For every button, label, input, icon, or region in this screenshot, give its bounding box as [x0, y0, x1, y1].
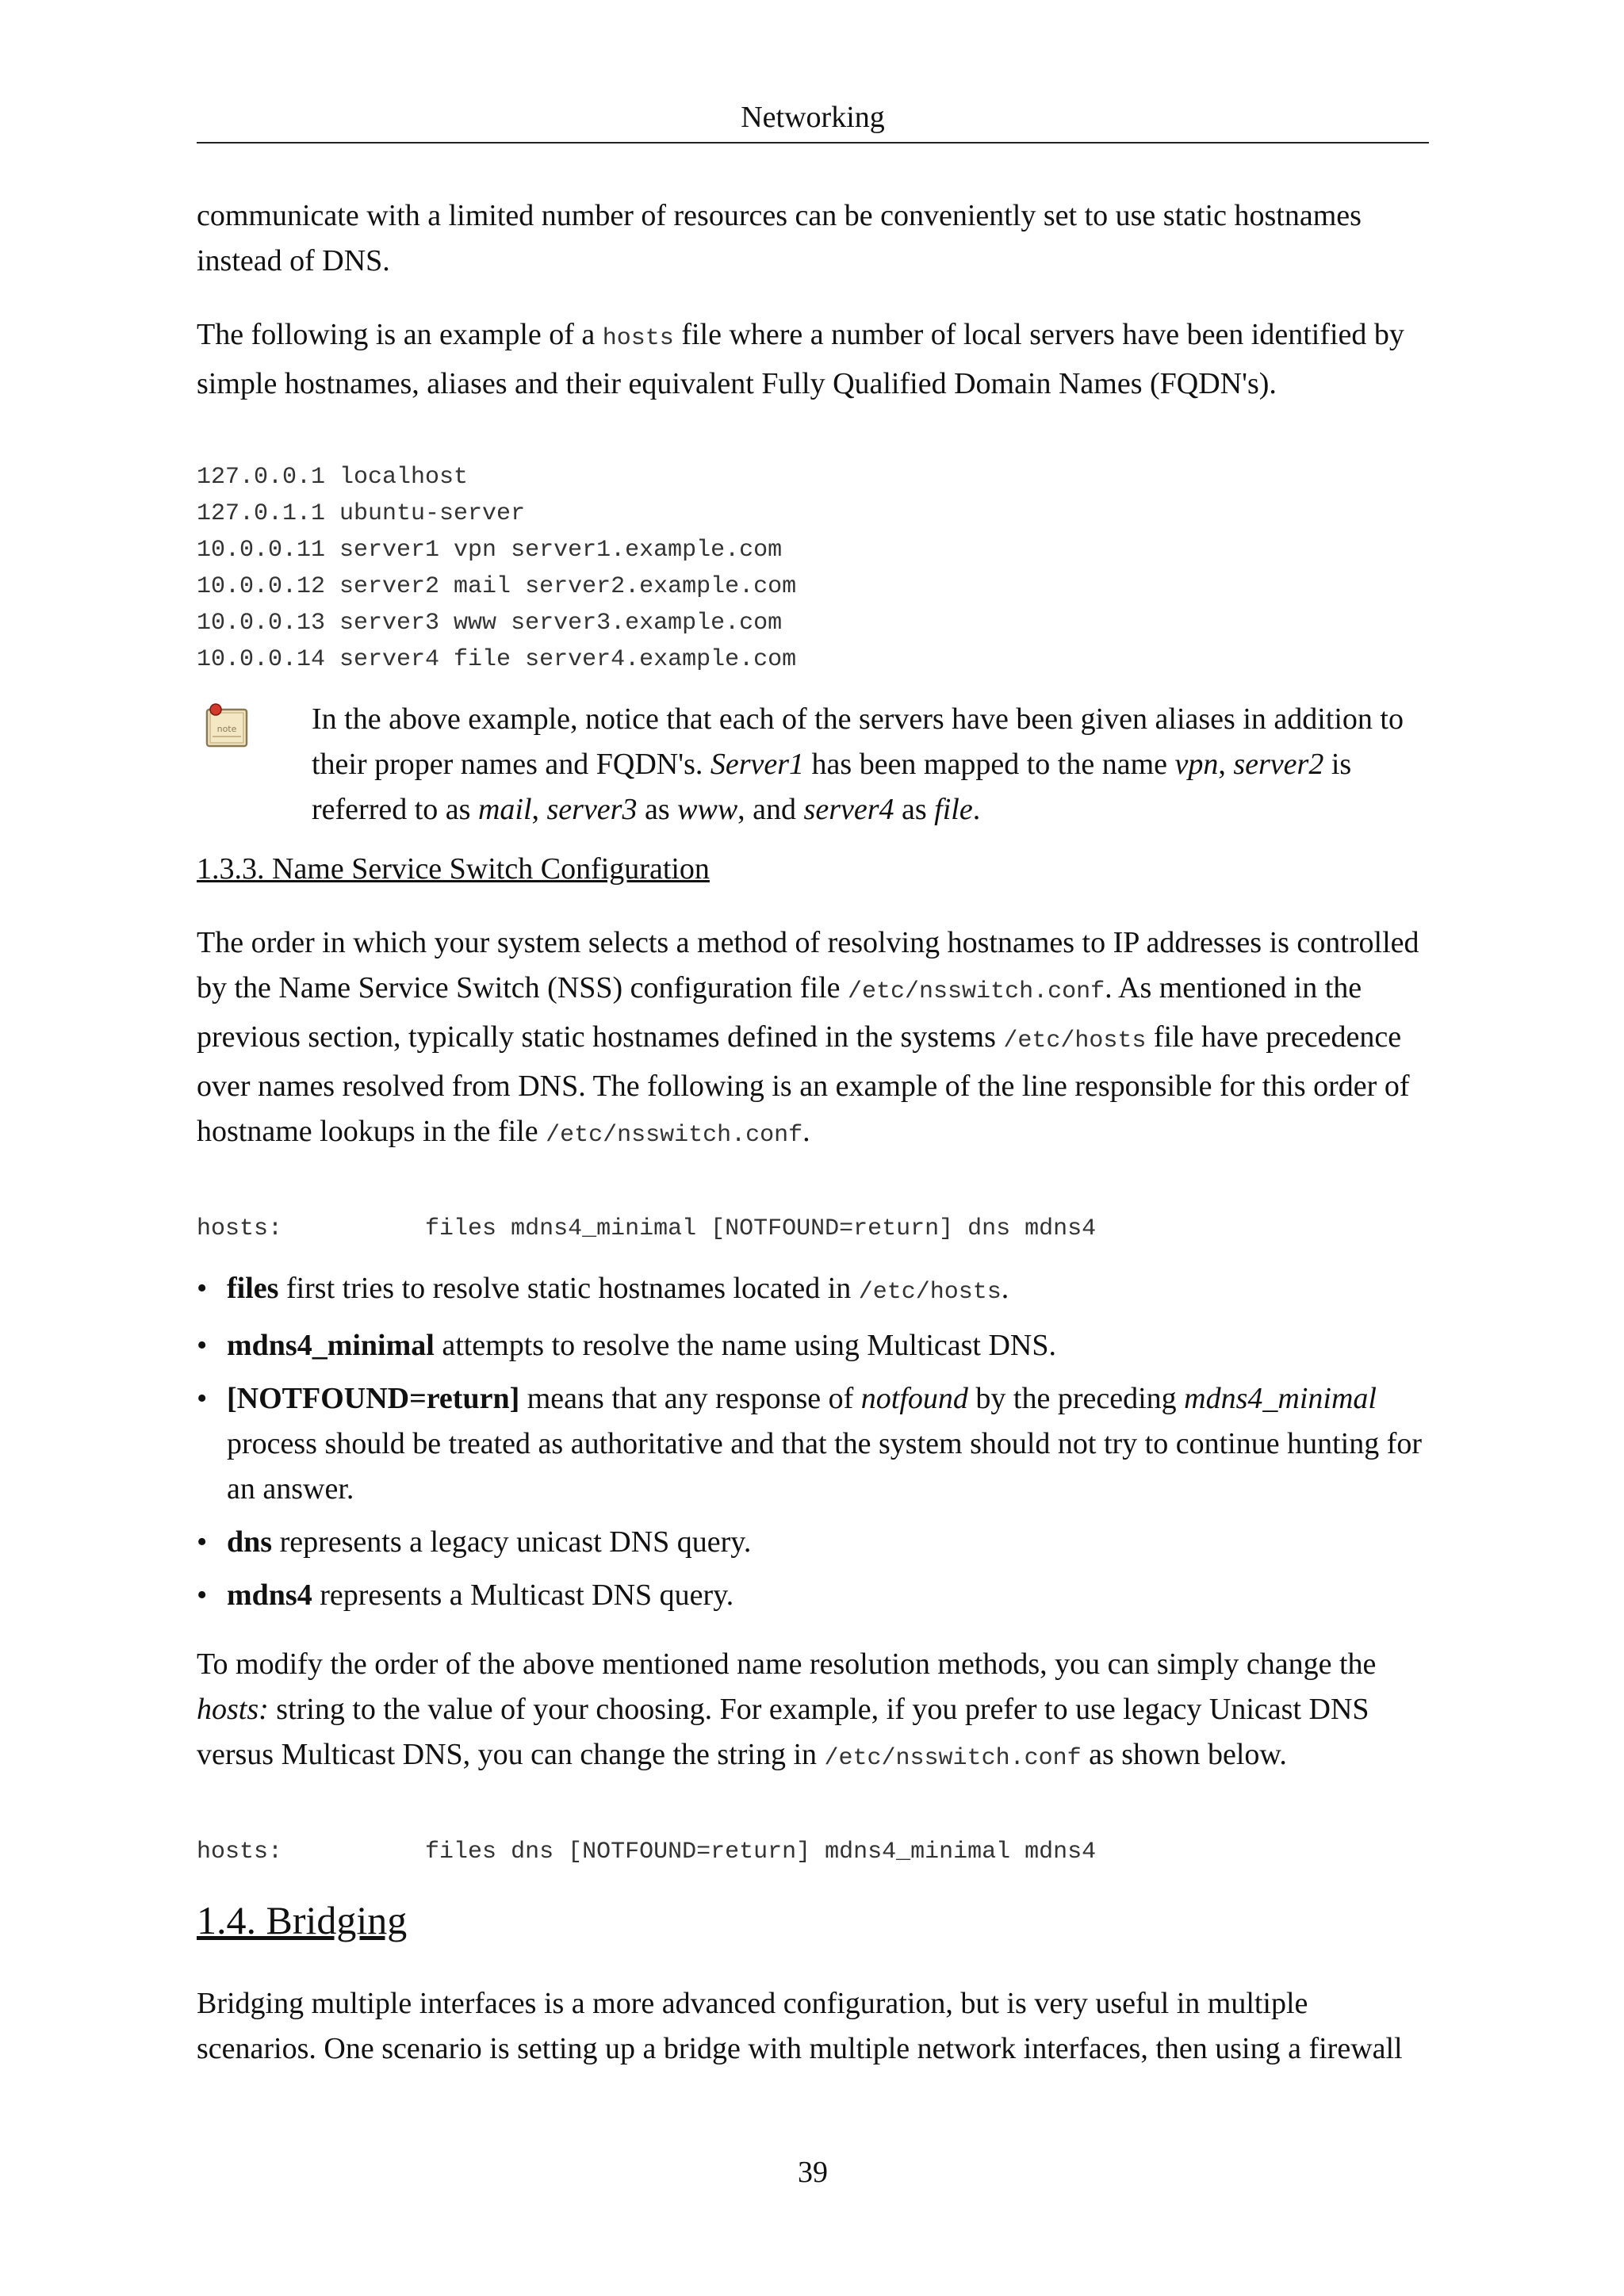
text-run: To modify the order of the above mentioned name resolution methods, you can simply change the: [197, 1647, 1377, 1681]
bridging-heading-link[interactable]: 1.4. Bridging: [197, 1898, 408, 1942]
text-run: The order in which your system selects a method of resolving hostnames to IP addresses is controlled by the Name Service Switch (NSS) configuration file: [197, 926, 1419, 1004]
hosts-code-block: [197, 459, 1429, 678]
inline-code: /etc/nsswitch.conf: [824, 1745, 1082, 1772]
emphasis: notfound: [860, 1382, 968, 1415]
nss-hosts-line: hosts: files mdns4_minimal [NOTFOUND=return] dns mdns4: [197, 1215, 1097, 1242]
modify-paragraph: [197, 1642, 1429, 1781]
emphasis: server4: [803, 793, 894, 826]
emphasis: server2: [1233, 748, 1324, 781]
text-run: .: [1001, 1272, 1009, 1305]
bullet-icon: •: [197, 1525, 208, 1559]
term: dns: [227, 1525, 273, 1559]
text-run: ,: [531, 793, 547, 826]
emphasis: mail: [477, 793, 532, 826]
bullet-icon: •: [197, 1382, 208, 1415]
list-item: [197, 1266, 1429, 1315]
text-run: , and: [737, 793, 804, 826]
text-run: . As mentioned in the previous section, typically static hostnames defined in the systems: [197, 971, 1362, 1054]
page-content: [197, 193, 1429, 2100]
bullet-icon: •: [197, 1578, 208, 1612]
term: mdns4_minimal: [227, 1329, 435, 1362]
text-run: represents a Multicast DNS query.: [312, 1578, 734, 1612]
nss-sources-list: [197, 1266, 1429, 1618]
text-run: file where a number of local servers have been identified by simple hostnames, aliases and their equivalent Fully Qualified Domain Names (FQDN's).: [197, 318, 1404, 400]
text-run: has been mapped to the name: [804, 748, 1175, 781]
text-run: first tries to resolve static hostnames located in: [278, 1272, 859, 1305]
bullet-icon: •: [197, 1272, 208, 1305]
nss-code-block-2: [197, 1834, 1429, 1870]
emphasis: server3: [546, 793, 638, 826]
header-rule: [197, 142, 1429, 144]
note-admonition: [197, 697, 1429, 832]
text-run: by the preceding: [967, 1382, 1185, 1415]
list-item: [197, 1520, 1429, 1565]
text-run: means that any response of: [519, 1382, 861, 1415]
list-item: [197, 1573, 1429, 1618]
hosts-paragraph: [197, 312, 1429, 407]
term: mdns4: [227, 1578, 312, 1612]
text-run: ,: [1218, 748, 1234, 781]
text-run: process should be treated as authoritative and that the system should not try to continue hunting for an answer.: [227, 1427, 1423, 1506]
bridging-paragraph: Bridging multiple interfaces is a more advanced configuration, but is very useful in multiple scenarios. One scenario is setting up a bridge with multiple network interfaces, then using a firewall: [197, 1987, 1403, 2065]
list-item: [197, 1376, 1429, 1512]
inline-code: /etc/nsswitch.conf: [848, 978, 1105, 1005]
term: [NOTFOUND=return]: [227, 1382, 520, 1415]
nss-subheading-link[interactable]: 1.3.3. Name Service Switch Configuration: [197, 852, 710, 886]
note-text: [312, 702, 1404, 826]
text-run: as shown below.: [1081, 1738, 1287, 1771]
text-run: The following is an example of a: [197, 318, 603, 351]
text-run: as: [894, 793, 935, 826]
text-run: .: [802, 1115, 810, 1148]
note-icon-label: note: [216, 724, 237, 734]
nss-hosts-line-modified: hosts: files dns [NOTFOUND=return] mdns4_minimal mdns4: [197, 1839, 1097, 1866]
text-run: file have precedence over names resolved from DNS. The following is an example of the line responsible for this order of hostname lookups in the file: [197, 1020, 1410, 1148]
text-run: represents a legacy unicast DNS query.: [272, 1525, 752, 1559]
bullet-icon: •: [197, 1329, 208, 1362]
emphasis: file: [934, 793, 973, 826]
hosts-file-listing: 127.0.0.1 localhost 127.0.1.1 ubuntu-server 10.0.0.11 server1 vpn server1.example.com 10.0.0.12 server2 mail server2.example.com 10.0.0.13 server3 www server3.example.com 10.0.0.14 server4 file server4.example.com: [197, 464, 797, 673]
inline-code: /etc/hosts: [1003, 1027, 1147, 1054]
emphasis: www: [677, 793, 738, 826]
inline-code: /etc/hosts: [858, 1279, 1002, 1306]
nss-paragraph: [197, 920, 1429, 1158]
page-number: 39: [798, 2156, 828, 2189]
emphasis: vpn: [1174, 748, 1219, 781]
emphasis: hosts:: [197, 1693, 269, 1726]
running-header: Networking: [741, 101, 885, 134]
text-run: .: [972, 793, 981, 826]
list-item: [197, 1323, 1429, 1368]
emphasis: mdns4_minimal: [1184, 1382, 1377, 1415]
note-icon: [203, 702, 251, 751]
nss-code-block-1: [197, 1211, 1429, 1247]
text-run: is referred to as: [312, 748, 1352, 826]
text-run: attempts to resolve the name using Multicast DNS.: [434, 1329, 1056, 1362]
text-run: In the above example, notice that each of the servers have been given aliases in addition to their proper names and FQDN's.: [312, 702, 1404, 781]
emphasis: Server1: [710, 748, 805, 781]
inline-code: /etc/nsswitch.conf: [546, 1122, 803, 1149]
text-run: string to the value of your choosing. For example, if you prefer to use legacy Unicast DNS versus Multicast DNS, you can change the string in: [197, 1693, 1369, 1771]
inline-code: hosts: [602, 325, 674, 352]
text-run: as: [637, 793, 678, 826]
term: files: [227, 1272, 279, 1305]
intro-paragraph: communicate with a limited number of resources can be conveniently set to use static hostnames instead of DNS.: [197, 199, 1362, 277]
